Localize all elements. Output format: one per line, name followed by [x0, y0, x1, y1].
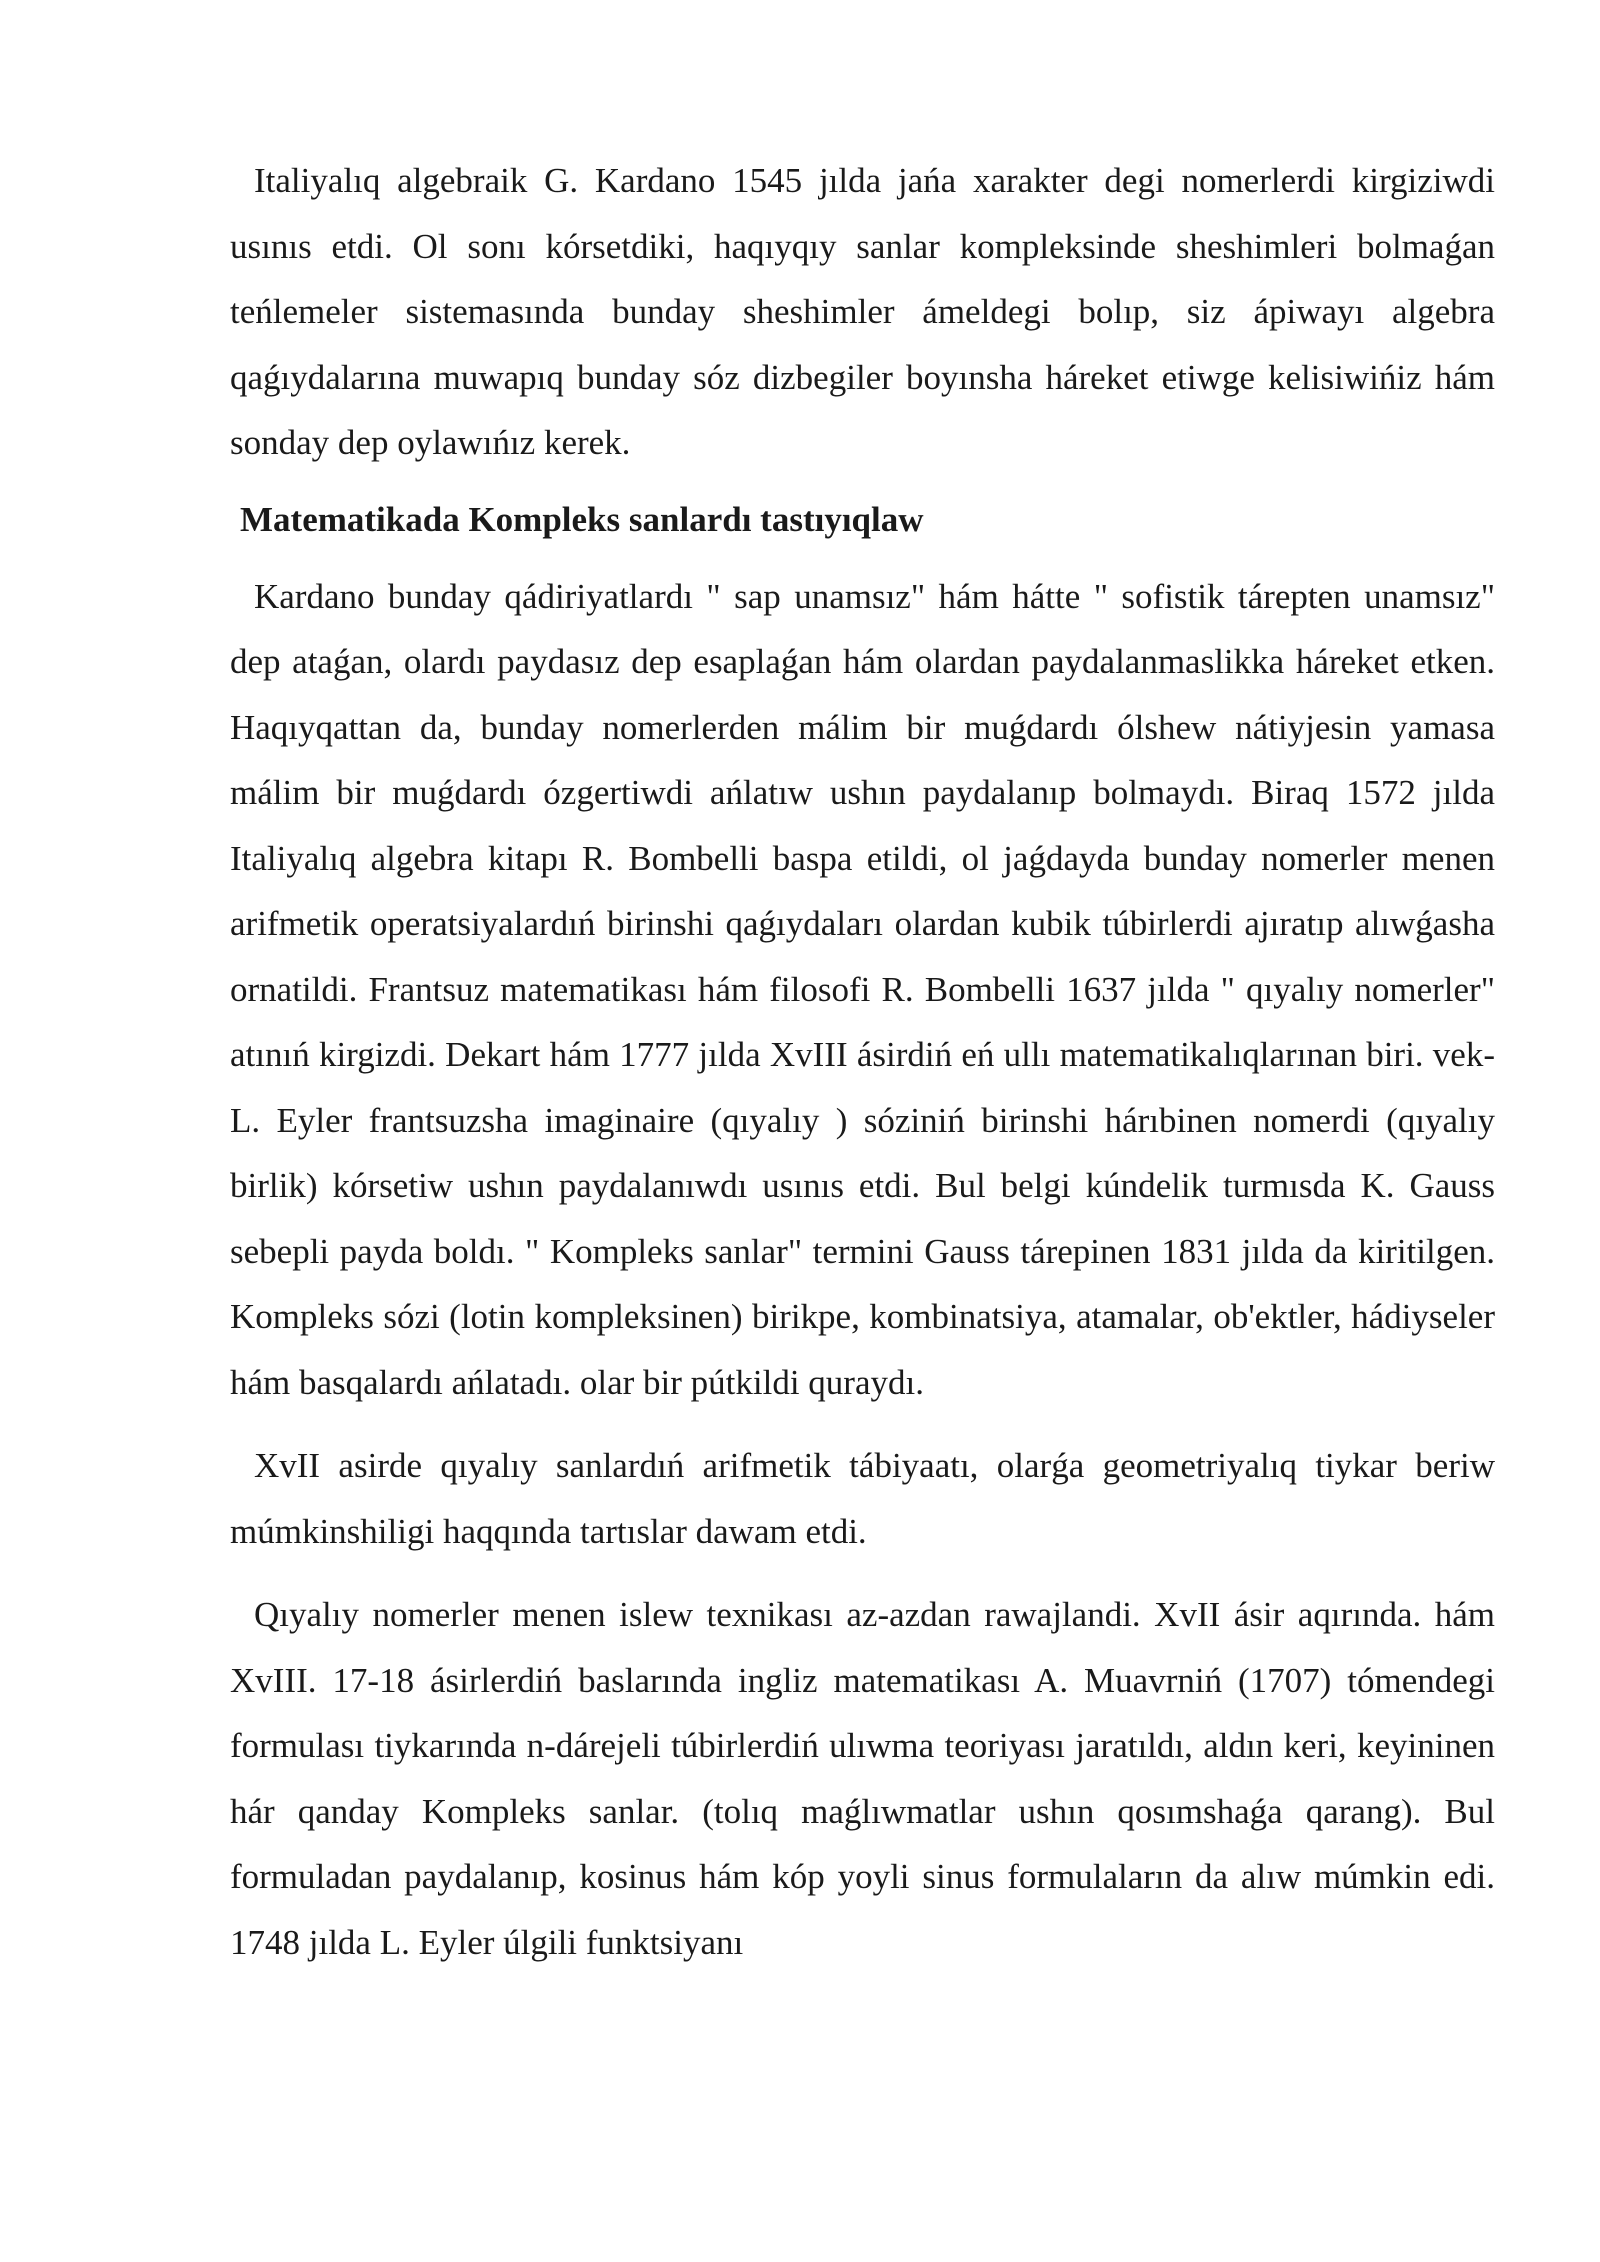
- paragraph-xvii-debate: XvII asirde qıyalıy sanlardıń arifmetik tábiyaatı, olarǵa geometriyalıq tiykar beriw múmkinshiligi haqqında tartıslar dawam etdi.: [230, 1446, 1495, 1551]
- document-body: [230, 148, 1495, 1975]
- paragraph-kardano-intro: Italiyalıq algebraik G. Kardano 1545 jılda jańa xarakter degi nomerlerdi kirgiziwdi usınıs etdi. Ol sonı kórsetdiki, haqıyqıy sanlar kompleksinde sheshimleri bolmaǵan teńlemeler sistemasında bunday sheshimler ámeldegi bolıp, siz ápiwayı algebra qaǵıydalarına muwapıq bunday sóz dizbegiler boyınsha háreket etiwge kelisiwińiz hám sonday dep oylawıńız kerek.: [230, 161, 1495, 462]
- section-heading: Matematikada Kompleks sanlardı tastıyıqlaw: [240, 499, 924, 539]
- paragraph-history: Kardano bunday qádiriyatlardı " sap unamsız" hám hátte " sofistik tárepten unamsız" dep ataǵan, olardı paydasız dep esaplaǵan hám olardan paydalanmaslikka háreket etken. Haqıyqattan da, bunday nomerlerden málim bir muǵdardı ólshew nátiyjesin yamasa málim bir muǵdardı ózgertiwdi ańlatıw ushın paydalanıp bolmaydı. Biraq 1572 jılda Italiyalıq algebra kitapı R. Bombelli baspa etildi, ol jaǵdayda bunday nomerler menen arifmetik operatsiyalardıń birinshi qaǵıydaları olardan kubik túbirlerdi ajıratıp alıwǵasha ornatildi. Frantsuz matematikası hám filosofi R. Bombelli 1637 jılda " qıyalıy nomerler" atınıń kirgizdi. Dekart hám 1777 jılda XvIII ásirdiń eń ullı matematikalıqlarınan biri. vek-L. Eyler frantsuzsha imaginaire (qıyalıy ) sóziniń birinshi hárıbinen nomerdi (qıyalıy birlik) kórsetiw ushın paydalanıwdı usınıs etdi. Bul belgi kúndelik turmısda K. Gauss sebepli payda boldı. " Kompleks sanlar" termini Gauss tárepinen 1831 jılda da kiritilgen. Kompleks sózi (lotin kompleksinen) birikpe, kombinatsiya, atamalar, ob'ektler, hádiyseler hám basqalardı ańlatadı. olar bir pútkildi quraydı.: [230, 576, 1495, 1402]
- paragraph-techniques: Qıyalıy nomerler menen islew texnikası az-azdan rawajlandi. XvII ásir aqırında. hám XvIII. 17-18 ásirlerdiń baslarında ingliz matematikası A. Muavrniń (1707) tómendegi formulası tiykarında n-dárejeli túbirlerdiń ulıwma teoriyası jaratıldı, aldın keri, keyininen hár qanday Kompleks sanlar. (tolıq maǵlıwmatlar ushın qosımshaǵa qarang). Bul formuladan paydalanıp, kosinus hám kóp yoyli sinus formulaların da alıw múmkin edi. 1748 jılda L. Eyler úlgili funktsiyanı: [230, 1595, 1495, 1962]
